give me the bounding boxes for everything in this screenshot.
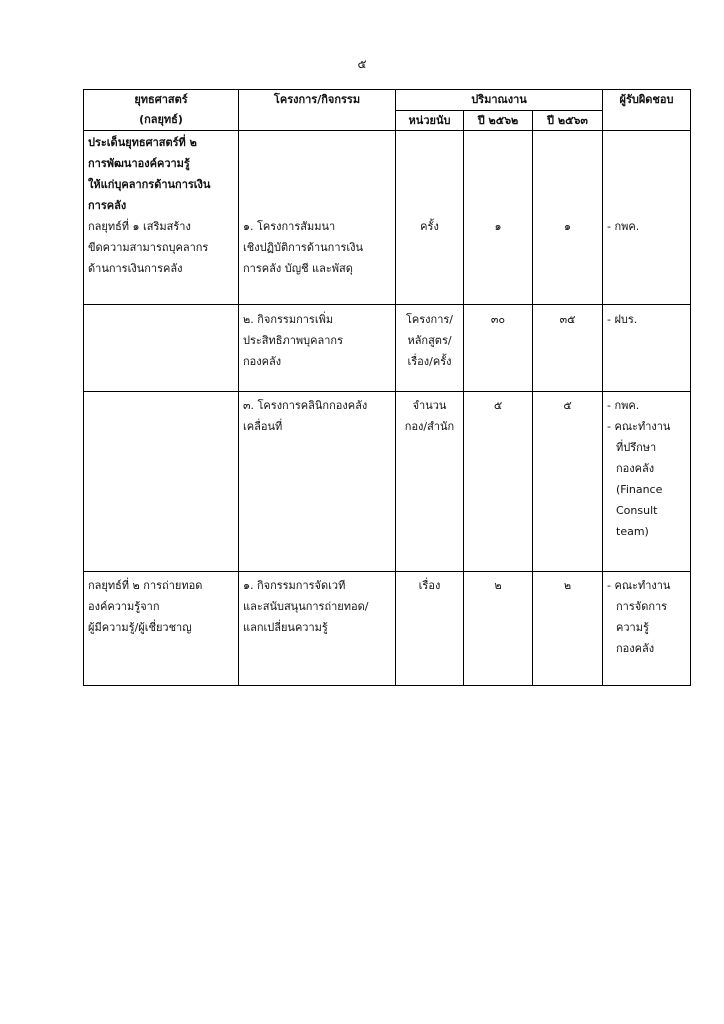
unit-line: ครั้ง [420,220,439,233]
table-row [84,392,691,572]
year-2563-value: ๑ [564,220,571,233]
project-cell [239,392,396,572]
year-2563-value: ๒ [563,579,572,592]
strategy-line: ขีดความสามารถบุคลากร [88,241,209,254]
responsible-line: - ฝบร. [607,313,638,326]
strategy-cell [84,572,239,686]
strategy-cell [84,305,239,392]
header-row-1 [84,90,691,111]
unit-line: เรื่อง/ครั้ง [407,355,452,368]
unit-cell [396,305,464,392]
strategic-issue-line: ประเด็นยุทธศาสตร์ที่ ๒ [88,136,197,149]
header-strategy-line: ยุทธศาสตร์ [134,93,188,106]
year-2562-value: ๒ [494,579,502,592]
project-line: การคลัง บัญชี และพัสดุ [243,262,353,275]
project-cell [239,572,396,686]
strategy-line: กลยุทธ์ที่ ๑ เสริมสร้าง [88,220,191,233]
project-line: ๒. กิจกรรมการเพิ่ม [243,313,334,326]
strategy-plan-table [83,89,691,686]
strategy-line: ผู้มีความรู้/ผู้เชี่ยวชาญ [88,621,192,634]
year-2563-cell [533,305,603,392]
unit-cell [396,572,464,686]
header-strategy-line: (กลยุทธ์) [139,113,183,126]
responsible-line: - กพค. [607,399,640,412]
header-year-2563: ปี ๒๕๖๓ [533,110,603,131]
table-row [84,572,691,686]
header-responsible: ผู้รับผิดชอบ [603,90,691,131]
project-line: แลกเปลี่ยนความรู้ [243,621,328,634]
year-2563-cell [533,572,603,686]
header-year-2562: ปี ๒๕๖๒ [464,110,533,131]
responsible-cell [603,392,691,572]
year-2562-cell [464,305,533,392]
unit-line: หลักสูตร/ [407,334,452,347]
strategy-line: องค์ความรู้จาก [88,600,160,613]
strategy-cell [84,131,239,305]
unit-cell [396,392,464,572]
unit-line: จำนวน [412,399,447,412]
project-line: ประสิทธิภาพบุคลากร [243,334,343,347]
responsible-line: - กพค. [607,220,640,233]
header-project: โครงการ/กิจกรรม [239,90,396,131]
year-2562-value: ๑ [494,220,502,233]
responsible-line: กองคลัง [616,642,655,655]
strategy-line: กลยุทธ์ที่ ๒ การถ่ายทอด [88,579,203,592]
header-unit: หน่วยนับ [396,110,464,131]
project-line: เชิงปฏิบัติการด้านการเงิน [243,241,364,254]
year-2563-cell [533,392,603,572]
unit-line: กอง/สำนัก [404,420,455,433]
header-strategy [84,90,239,131]
responsible-line: ความรู้ [616,621,649,634]
year-2562-cell [464,131,533,305]
project-cell [239,131,396,305]
table-row [84,131,691,305]
strategy-line: ด้านการเงินการคลัง [88,262,183,275]
year-2563-value: ๕ [563,399,572,412]
unit-cell [396,131,464,305]
strategic-issue-line: ให้แก่บุคลากรด้านการเงิน [88,178,211,191]
project-cell [239,305,396,392]
project-line: กองคลัง [243,355,282,368]
project-line: ๓. โครงการคลินิกกองคลัง [243,399,368,412]
responsible-cell [603,131,691,305]
strategic-issue-line: การพัฒนาองค์ความรู้ [88,157,190,170]
year-2562-value: ๕ [493,399,503,412]
unit-line: เรื่อง [418,579,441,592]
year-2563-value: ๓๕ [559,313,576,326]
header-quantity: ปริมาณงาน [396,90,603,111]
responsible-cell [603,572,691,686]
project-line: เคลื่อนที่ [243,420,283,433]
responsible-line: กองคลัง [616,462,655,475]
responsible-line: (Finance [616,483,663,496]
strategic-issue-line: การคลัง [88,199,127,212]
table-row [84,305,691,392]
responsible-line: Consult [616,504,658,517]
responsible-line: team) [616,525,649,538]
year-2563-cell [533,131,603,305]
project-line: ๑. กิจกรรมการจัดเวที [243,579,346,592]
year-2562-value: ๓๐ [490,313,506,326]
unit-line: โครงการ/ [406,313,453,326]
project-line: และสนับสนุนการถ่ายทอด/ [243,600,369,613]
project-line: ๑. โครงการสัมมนา [243,220,336,233]
strategic-issue [88,132,234,216]
page-number: ๕ [357,57,367,71]
responsible-line: ที่ปรึกษา [616,441,657,454]
responsible-line: - คณะทำงาน [607,420,671,433]
year-2562-cell [464,572,533,686]
responsible-line: - คณะทำงาน [607,579,671,592]
year-2562-cell [464,392,533,572]
responsible-line: การจัดการ [616,600,668,613]
responsible-cell [603,305,691,392]
strategy-cell [84,392,239,572]
